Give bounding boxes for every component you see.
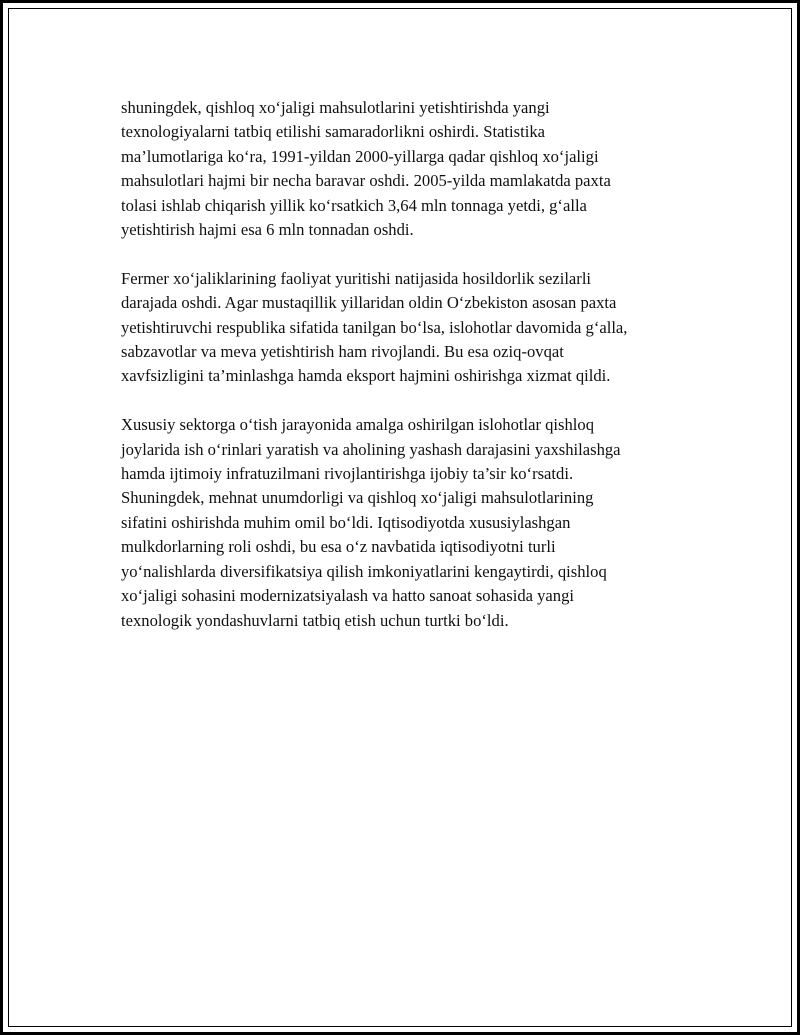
text-line: texnologiyalarni tatbiq etilishi samaradorlikni oshirdi. Statistika: [121, 122, 545, 142]
text-line: shuningdek, qishloq xo‘jaligi mahsulotlarini yetishtirishda yangi: [121, 98, 550, 117]
text-line: xavfsizligini ta’minlashga hamda eksport hajmini oshirishga xizmat qildi.: [121, 366, 611, 386]
text-line: Xususiy sektorga o‘tish jarayonida amalga oshirilgan islohotlar qishloq: [121, 415, 595, 435]
text-line: tolasi ishlab chiqarish yillik ko‘rsatkich 3,64 mln tonnaga yetdi, g‘alla: [121, 195, 587, 215]
text-line: sabzavotlar va meva yetishtirish ham rivojlandi. Bu esa oziq-ovqat: [121, 342, 564, 362]
text-line: texnologik yondashuvlarni tatbiq etish uchun turtki bo‘ldi.: [121, 610, 509, 630]
text-line: darajada oshdi. Agar mustaqillik yillaridan oldin O‘zbekiston asosan paxta: [121, 293, 617, 313]
paragraph-2: [121, 267, 691, 389]
text-line: xo‘jaligi sohasini modernizatsiyalash va hatto sanoat sohasida yangi: [121, 586, 574, 606]
text-line: Shuningdek, mehnat unumdorligi va qishloq xo‘jaligi mahsulotlarining: [121, 488, 594, 508]
text-line: Fermer xo‘jaliklarining faoliyat yuritishi natijasida hosildorlik sezilarli: [121, 268, 592, 288]
text-line: joylarida ish o‘rinlari yaratish va aholining yashash darajasini yaxshilashga: [121, 439, 621, 459]
text-line: ma’lumotlariga ko‘ra, 1991-yildan 2000-yillarga qadar qishloq xo‘jaligi: [121, 146, 599, 166]
document-body: [121, 96, 691, 657]
text-line: yetishtirish hajmi esa 6 mln tonnadan oshdi.: [121, 220, 414, 240]
text-line: hamda ijtimoiy infratuzilmani rivojlantirishga ijobiy ta’sir ko‘rsatdi.: [121, 464, 574, 484]
text-line: mulkdorlarning roli oshdi, bu esa o‘z navbatida iqtisodiyotni turli: [121, 537, 556, 557]
paragraph-3: [121, 413, 691, 633]
text-line: yo‘nalishlarda diversifikatsiya qilish imkoniyatlarini kengaytirdi, qishloq: [121, 561, 607, 581]
text-line: sifatini oshirishda muhim omil bo‘ldi. Iqtisodiyotda xususiylashgan: [121, 512, 571, 532]
paragraph-1: [121, 96, 691, 242]
text-line: yetishtiruvchi respublika sifatida tanilgan bo‘lsa, islohotlar davomida g‘alla,: [121, 317, 628, 337]
text-line: mahsulotlari hajmi bir necha baravar oshdi. 2005-yilda mamlakatda paxta: [121, 171, 611, 191]
